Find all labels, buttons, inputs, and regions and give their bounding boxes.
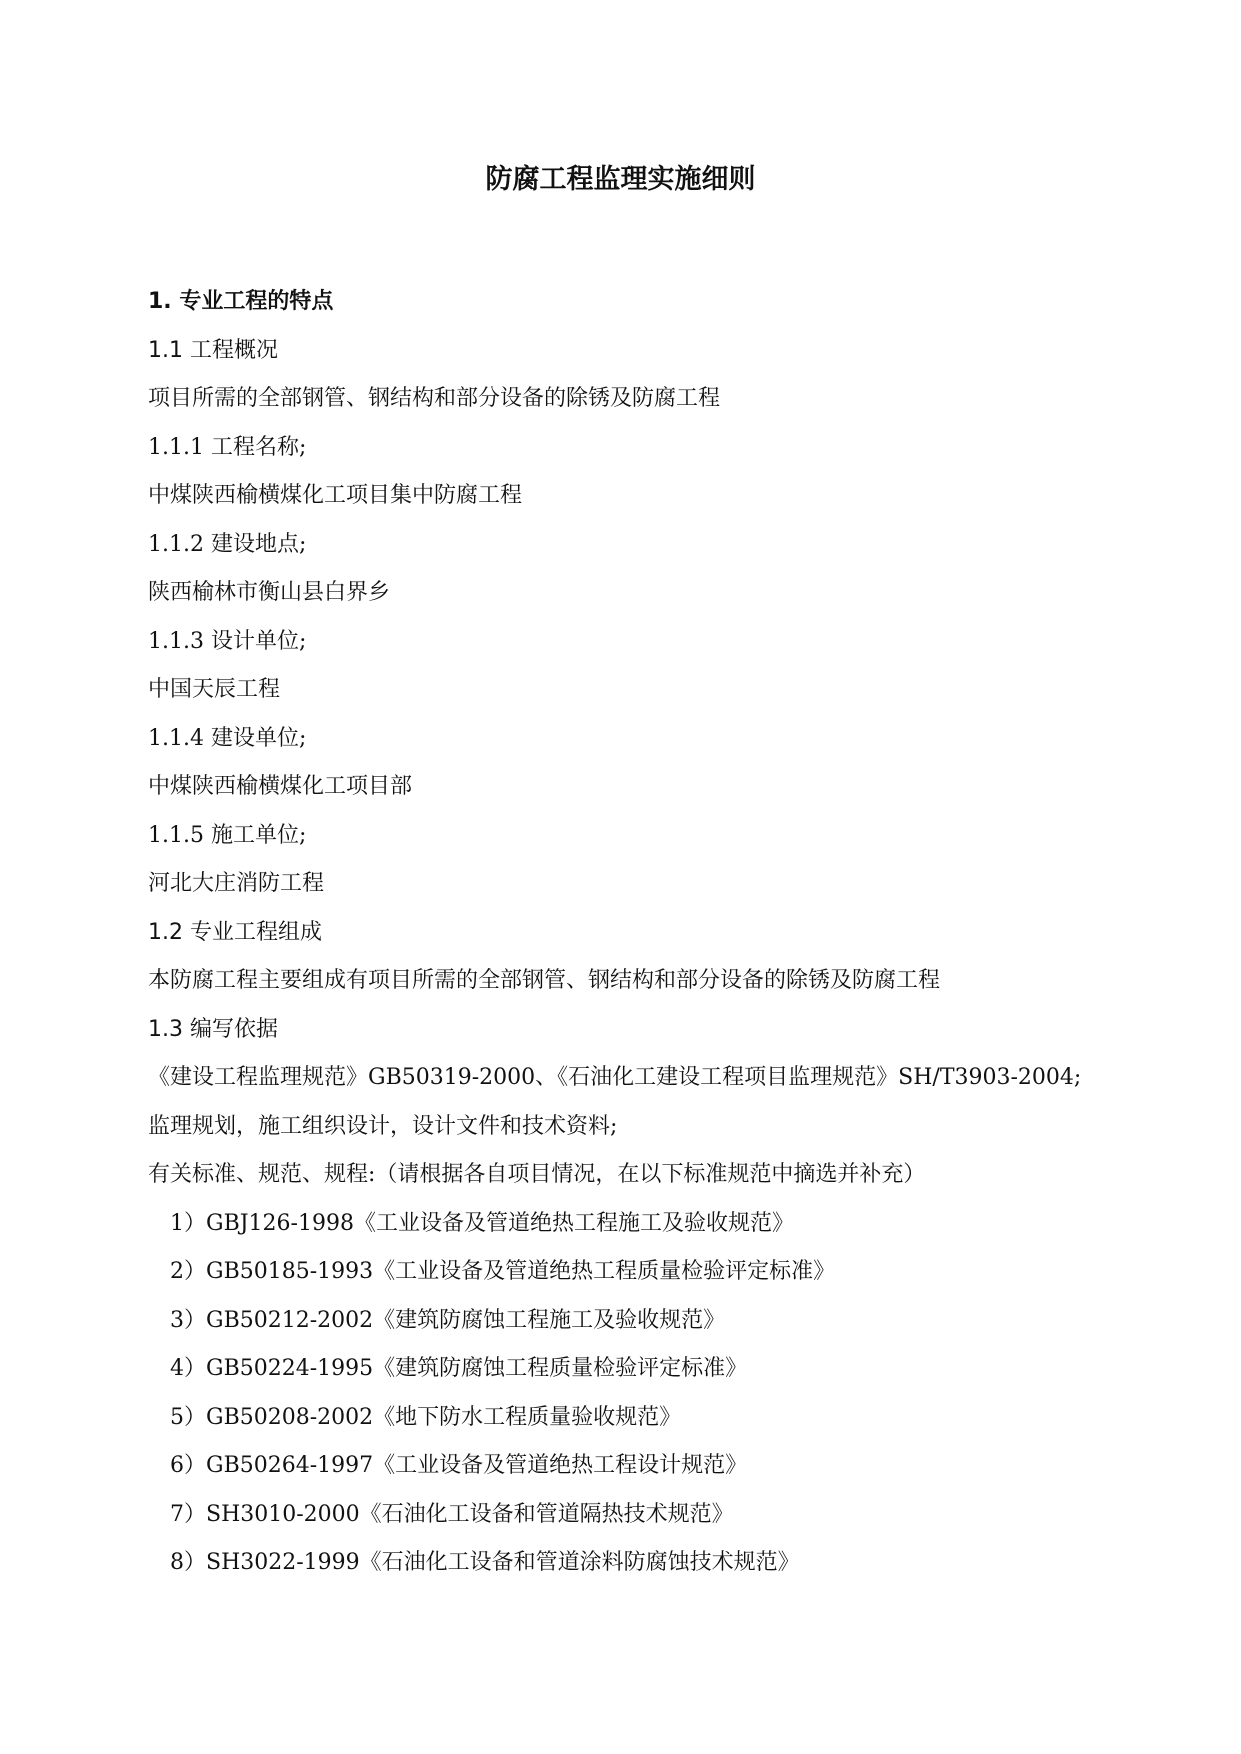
contractor-unit: 河北大庄消防工程 — [148, 871, 325, 896]
heading-1-1-4: 1.1.4 建设单位; — [148, 726, 307, 751]
project-name: 中煤陕西榆横煤化工项目集中防腐工程 — [148, 483, 523, 508]
basis-line-3: 有关标准、规范、规程:（请根据各自项目情况，在以下标准规范中摘选并补充） — [148, 1162, 926, 1187]
paragraph-composition: 本防腐工程主要组成有项目所需的全部钢管、钢结构和部分设备的除锈及防腐工程 — [148, 968, 941, 993]
construction-site: 陕西榆林市衡山县白界乡 — [148, 580, 391, 605]
heading-1-1-3: 1.1.3 设计单位; — [148, 629, 307, 654]
basis-line-2: 监理规划，施工组织设计，设计文件和技术资料; — [148, 1114, 618, 1139]
heading-1-1-2: 1.1.2 建设地点; — [148, 532, 307, 557]
standard-item: 3）GB50212-2002《建筑防腐蚀工程施工及验收规范》 — [170, 1308, 726, 1333]
owner-unit: 中煤陕西榆横煤化工项目部 — [148, 774, 413, 799]
paragraph-overview: 项目所需的全部钢管、钢结构和部分设备的除锈及防腐工程 — [148, 386, 721, 411]
heading-1-1-1: 1.1.1 工程名称; — [148, 435, 307, 460]
design-unit: 中国天辰工程 — [148, 677, 281, 702]
standard-item: 6）GB50264-1997《工业设备及管道绝热工程设计规范》 — [170, 1453, 748, 1478]
heading-1: 1. 专业工程的特点 — [148, 289, 334, 314]
standard-item: 5）GB50208-2002《地下防水工程质量验收规范》 — [170, 1405, 682, 1430]
heading-1-2: 1.2 专业工程组成 — [148, 920, 322, 945]
standard-item: 2）GB50185-1993《工业设备及管道绝热工程质量检验评定标准》 — [170, 1259, 836, 1284]
standard-item: 7）SH3010-2000《石油化工设备和管道隔热技术规范》 — [170, 1502, 734, 1527]
standard-item: 8）SH3022-1999《石油化工设备和管道涂料防腐蚀技术规范》 — [170, 1550, 800, 1575]
document-title: 防腐工程监理实施细则 — [485, 164, 756, 195]
heading-1-1: 1.1 工程概况 — [148, 338, 278, 363]
heading-1-1-5: 1.1.5 施工单位; — [148, 823, 307, 848]
basis-line-1: 《建设工程监理规范》GB50319-2000、《石油化工建设工程项目监理规范》SH/T3903-2004; — [148, 1065, 1082, 1090]
standard-item: 1）GBJ126-1998《工业设备及管道绝热工程施工及验收规范》 — [170, 1211, 794, 1236]
standard-item: 4）GB50224-1995《建筑防腐蚀工程质量检验评定标准》 — [170, 1356, 748, 1381]
heading-1-3: 1.3 编写依据 — [148, 1017, 278, 1042]
